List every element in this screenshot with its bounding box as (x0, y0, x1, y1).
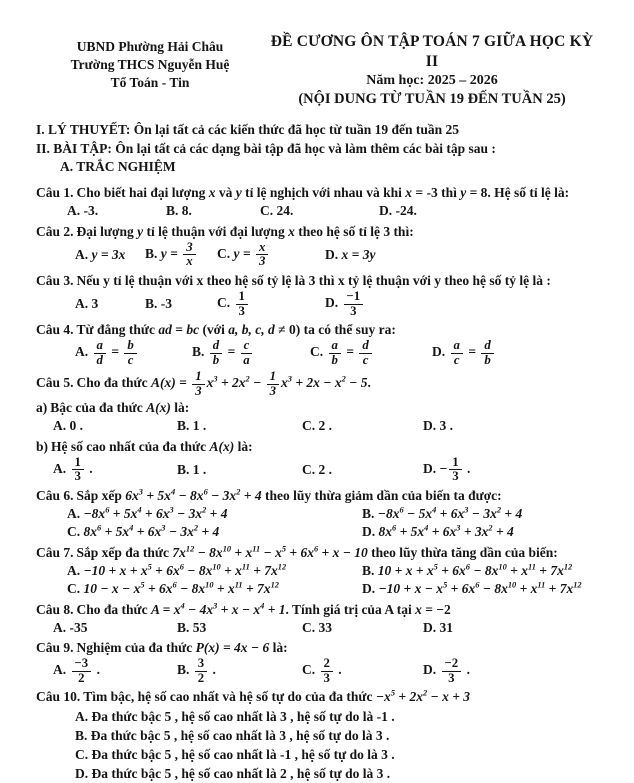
question-8 (36, 601, 600, 637)
question-7 (36, 544, 600, 598)
content-scope: (NỘI DUNG TỪ TUẦN 19 ĐẾN TUẦN 25) (298, 91, 566, 108)
header-left (36, 32, 264, 109)
question-2-option-c: C. y = $\frac{x}{3}$ (217, 241, 325, 269)
question-5a-option-b: B. 1 . (177, 418, 207, 434)
question-5-part-b (36, 438, 600, 484)
question-9-option-d: D. $\frac{-2}{3}$ . (423, 656, 470, 685)
question-4-option-d: D. $\frac{a}{c}$ = $\frac{d}{b}$ (432, 339, 600, 367)
question-9-option-b: B. $\frac{3}{2}$ . (177, 656, 216, 685)
question-1-option-b: B. 8. (166, 203, 192, 219)
question-3-option-a: A. 3 (75, 296, 99, 312)
question-7-option-a: A. $-10 + x + x^5 + 6x^6 - 8x^{10} + x^{11} + 7x^{12}$ (67, 562, 287, 578)
question-8-text: Cho đa thức $A = x^4 - 4x^3 + x - x^4 + 1$. Tính giá trị của A tại x = −2 (76, 601, 451, 617)
question-4-number: Câu 4. (36, 322, 74, 338)
question-5a-stem (36, 399, 600, 416)
question-4-options (36, 339, 600, 367)
question-5a-option-c: C. 2 . (302, 418, 332, 434)
question-1-number: Câu 1. (36, 185, 74, 201)
question-1-stem (36, 184, 600, 201)
question-7-option-d: D. $-10 + x - x^5 + 6x^6 - 8x^{10} + x^{11} + 7x^{12}$ (362, 580, 582, 597)
question-4-stem (36, 321, 600, 338)
question-3-text: Nếu y tỉ lệ thuận với x theo hệ số tỷ lệ là 3 thì x tỷ lệ thuận với y theo hệ số tỷ lệ là : (76, 272, 551, 288)
question-9-stem (36, 639, 600, 656)
question-8-option-c: C. 33 (302, 619, 332, 635)
question-5a-text: Bậc của đa thức A(x) là: (50, 400, 190, 416)
question-10-option-a: A. Đa thức bậc 5 , hệ số cao nhất là 3 , hệ số tự do là -1 . (75, 708, 395, 724)
document-header (36, 32, 600, 109)
question-1-options (36, 202, 600, 219)
question-8-number: Câu 8. (36, 601, 74, 617)
question-6-stem (36, 487, 600, 504)
question-5a-option-d: D. 3 . (423, 418, 453, 434)
question-5b-option-c: C. 2 . (302, 462, 332, 478)
question-9-option-c: C. $\frac{2}{3}$ . (302, 656, 342, 685)
question-10-option-c: C. Đa thức bậc 5 , hệ số cao nhất là -1 , hệ số tự do là 3 . (75, 746, 395, 762)
question-3 (36, 272, 600, 318)
question-7-option-b: B. $10 + x + x^5 + 6x^6 - 8x^{10} + x^{11} + 7x^{12}$ (362, 562, 573, 578)
question-2-option-a: A. y = 3x (75, 247, 126, 263)
question-1 (36, 184, 600, 220)
section-multiple-choice: A. TRẮC NGHIỆM (60, 158, 176, 174)
question-3-options (36, 290, 600, 318)
question-2-option-d: D. x = 3y (325, 247, 376, 263)
question-6-options (36, 505, 600, 541)
question-10-option-d: D. Đa thức bậc 5 , hệ số cao nhất là 2 , hệ số tự do là 3 . (75, 765, 391, 781)
question-1-option-c: C. 24. (260, 203, 294, 219)
question-10-options (36, 707, 600, 783)
question-8-option-b: B. 53 (177, 619, 207, 635)
question-2 (36, 223, 600, 269)
question-5-number: Câu 5. (36, 375, 74, 391)
question-6-number: Câu 6. (36, 487, 74, 503)
question-5b-stem (36, 438, 600, 455)
question-3-option-b: B. -3 (145, 296, 172, 312)
question-10-number: Câu 10. (36, 689, 81, 705)
header-school-line: Trường THCS Nguyễn Huệ (70, 57, 230, 73)
section-exercises: II. BÀI TẬP: Ôn lại tất cả các dạng bài tập đã học và làm thêm các bài tập sau : (36, 140, 496, 156)
question-7-options (36, 562, 600, 598)
question-5 (36, 370, 600, 484)
question-6-option-d: D. $8x^6 + 5x^4 + 6x^3 + 3x^2 + 4$ (362, 523, 514, 540)
question-5b-option-d: D. − $\frac{1}{3}$ . (423, 454, 471, 484)
question-5b-label: b) (36, 438, 49, 454)
question-9-option-a: A. $\frac{-3}{2}$ . (53, 656, 100, 685)
question-1-option-a: A. -3. (67, 203, 99, 219)
question-2-options (36, 241, 600, 269)
question-9-text: Nghiệm của đa thức P(x) = 4x − 6 là: (76, 640, 288, 656)
question-5a-option-a: A. 0 . (53, 418, 83, 434)
question-4-option-b: B. $\frac{d}{b}$ = $\frac{c}{a}$ (192, 339, 310, 367)
question-10 (36, 688, 600, 783)
header-department-line: Tổ Toán - Tin (110, 75, 190, 91)
header-right (264, 32, 600, 109)
question-6-text: Sắp xếp $6x^3 + 5x^4 - 8x^6 - 3x^2 + 4$ theo lũy thừa giảm dần của biến ta được: (76, 487, 502, 503)
question-5a-options (36, 417, 600, 434)
header-org-line: UBND Phường Hải Châu (76, 39, 224, 54)
question-3-number: Câu 3. (36, 272, 74, 288)
question-9-options (36, 657, 600, 685)
question-8-option-a: A. -35 (53, 619, 88, 635)
question-3-option-d: D. $\frac{-1}{3}$ (325, 290, 600, 318)
question-7-option-c: C. $10 - x - x^5 + 6x^6 - 8x^{10} + x^{11} + 7x^{12}$ (67, 580, 279, 597)
question-5b-options (36, 456, 600, 484)
school-year: Năm học: 2025 – 2026 (366, 73, 498, 89)
question-4-option-c: C. $\frac{a}{b}$ = $\frac{d}{c}$ (310, 339, 432, 367)
question-6-option-a: A. $-8x^6 + 5x^4 + 6x^3 - 3x^2 + 4$ (67, 505, 228, 522)
question-5-part-a (36, 399, 600, 435)
question-9 (36, 639, 600, 685)
question-2-stem (36, 223, 600, 240)
section-theory: I. LÝ THUYẾT: Ôn lại tất cả các kiến thức đã học từ tuần 19 đến tuần 25 (36, 122, 459, 138)
question-1-text: Cho biết hai đại lượng x và y tỉ lệ nghịch với nhau và khi x = -3 thì y = 8. Hệ số tỉ lệ là: (76, 185, 570, 201)
question-4-text: Từ đẳng thức ad = bc (với a, b, c, d ≠ 0) ta có thể suy ra: (76, 322, 396, 338)
question-3-option-c: C. $\frac{1}{3}$ (217, 290, 325, 318)
question-8-option-d: D. 31 (423, 619, 453, 635)
question-5b-option-a: A. $\frac{1}{3}$ . (53, 454, 93, 484)
question-2-option-b: B. y = $\frac{3}{x}$ (145, 241, 217, 269)
question-2-number: Câu 2. (36, 223, 74, 239)
question-5b-text: Hệ số cao nhất của đa thức A(x) là: (51, 438, 253, 454)
question-5-stem (36, 370, 600, 398)
question-5b-option-b: B. 1 . (177, 462, 207, 478)
question-3-stem (36, 272, 600, 289)
question-2-text: Đại lượng y tỉ lệ thuận với đại lượng x theo hệ số tỉ lệ 3 thì: (76, 223, 414, 239)
question-1-option-d: D. -24. (379, 203, 417, 219)
question-4 (36, 321, 600, 367)
question-8-stem (36, 601, 600, 618)
document-title: ĐỀ CƯƠNG ÔN TẬP TOÁN 7 GIỮA HỌC KỲ II (270, 33, 594, 71)
question-8-options (36, 619, 600, 636)
question-7-number: Câu 7. (36, 544, 74, 560)
question-4-option-a: A. $\frac{a}{d}$ = $\frac{b}{c}$ (75, 339, 192, 367)
question-5a-label: a) (36, 400, 48, 416)
question-6-option-c: C. $8x^6 + 5x^4 + 6x^3 - 3x^2 + 4$ (67, 523, 220, 540)
question-6-option-b: B. $-8x^6 - 5x^4 + 6x^3 - 3x^2 + 4$ (362, 505, 523, 522)
question-10-option-b: B. Đa thức bậc 5 , hệ số cao nhất là 3 , hệ số tự do là 3 . (75, 727, 390, 743)
question-6 (36, 487, 600, 541)
question-5-text: Cho đa thức A(x) = $\frac{1}{3}$ $x^3 + 2x^2$ − $\frac{1}{3}$ $x^3 + 2x - x^2 - 5$. (76, 369, 371, 398)
question-10-stem (36, 688, 600, 705)
question-9-number: Câu 9. (36, 640, 74, 656)
question-10-text: Tìm bậc, hệ số cao nhất và hệ số tự do của đa thức $-x^5 + 2x^2 - x + 3$ (83, 688, 471, 705)
question-7-text: Sắp xếp đa thức $7x^{12} - 8x^{10} + x^{11} - x^5 + 6x^6 + x - 10$ theo lũy thừa tăng dần của biến: (76, 544, 558, 560)
question-7-stem (36, 544, 600, 561)
